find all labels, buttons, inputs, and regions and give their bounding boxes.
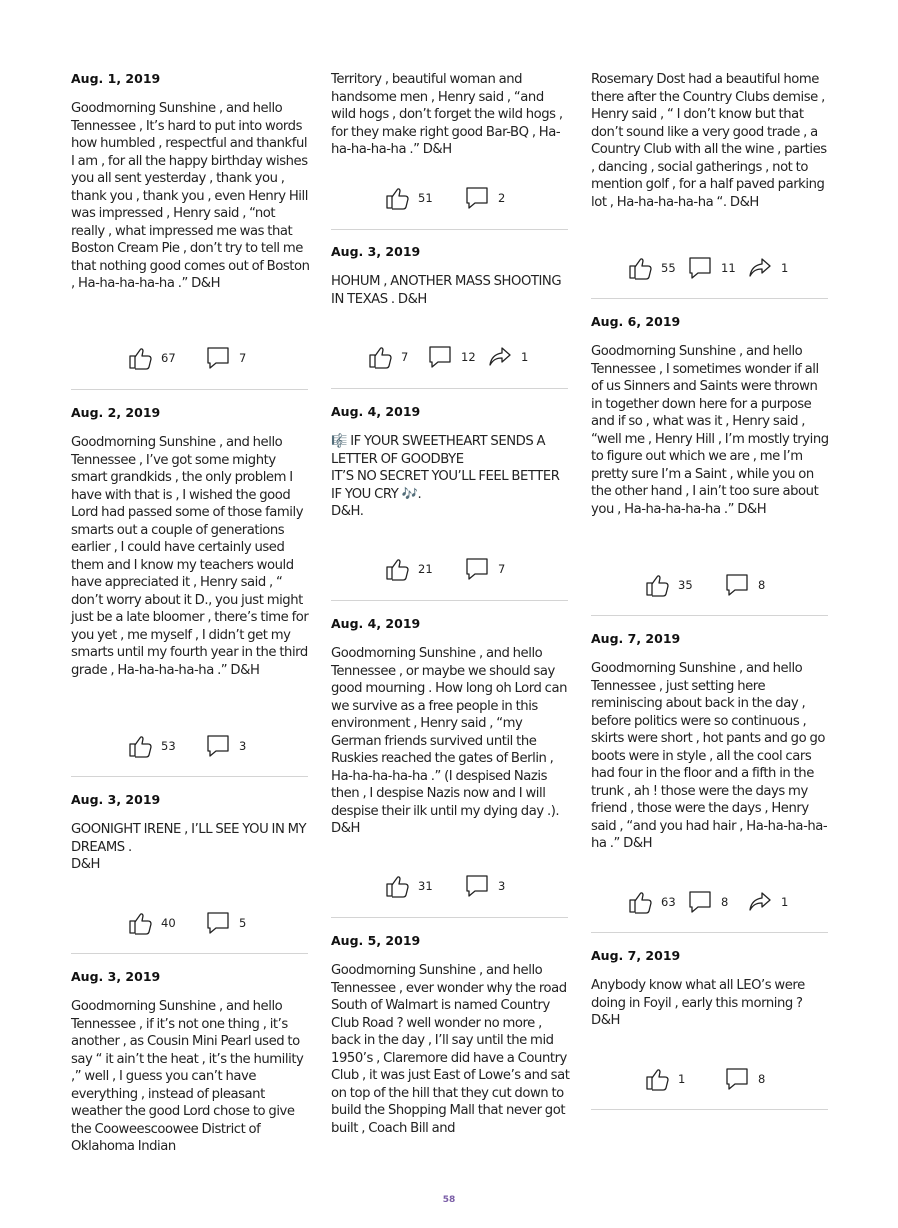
thumbs-up-icon <box>384 873 410 899</box>
like-count: 21 <box>418 562 433 576</box>
thumbs-up-icon <box>627 255 653 281</box>
share-button[interactable] <box>747 887 788 917</box>
thumbs-up-icon <box>127 910 153 936</box>
reaction-bar <box>331 871 568 901</box>
comment-icon <box>464 873 490 899</box>
like-count: 51 <box>418 191 433 205</box>
like-button[interactable] <box>384 183 433 213</box>
post-date: Aug. 4, 2019 <box>331 616 421 631</box>
post-date: Aug. 1, 2019 <box>71 71 161 86</box>
reaction-bar <box>591 1064 828 1094</box>
comment-button[interactable] <box>205 343 246 373</box>
divider <box>331 388 568 389</box>
post-date: Aug. 5, 2019 <box>331 933 421 948</box>
divider <box>591 932 828 933</box>
thumbs-up-icon <box>644 1066 670 1092</box>
post-text: Goodmorning Sunshine , and hello Tennessee , if it’s not one thing , it’s another , as Cousin Mini Pearl used to say “ it ain’t the heat , it’s the humility ,” well , I guess you can’t have everything , instead of pleasant weather the good Lord chose to give the Cooweescoowee District of Oklahoma Indian <box>71 999 304 1154</box>
comment-icon <box>687 889 713 915</box>
like-button[interactable] <box>644 570 693 600</box>
post-date: Aug. 4, 2019 <box>331 404 421 419</box>
like-button[interactable] <box>367 342 408 372</box>
post-date: Aug. 3, 2019 <box>331 244 421 259</box>
divider <box>331 600 568 601</box>
reaction-bar <box>591 570 828 600</box>
comment-count: 7 <box>239 351 247 365</box>
like-count: 31 <box>418 879 433 893</box>
divider <box>591 615 828 616</box>
like-count: 40 <box>161 916 176 930</box>
share-icon <box>747 255 773 281</box>
divider <box>331 229 568 230</box>
comment-icon <box>427 344 453 370</box>
like-button[interactable] <box>127 343 176 373</box>
comment-count: 11 <box>721 261 736 275</box>
post-date: Aug. 7, 2019 <box>591 948 681 963</box>
post-text: Goodmorning Sunshine , and hello Tennessee , ever wonder why the road South of Walmart is named Country Club Road ? well wonder no more , back in the day , I’ll say until the mid 1950’s , Claremore did have a Country Club , it was just East of Lowe’s and sat on top of the hill that they cut down to build the Shopping Mall that never got built , Coach Bill and <box>331 963 570 1136</box>
like-button[interactable] <box>384 554 433 584</box>
divider <box>591 1109 828 1110</box>
like-count: 1 <box>678 1072 686 1086</box>
thumbs-up-icon <box>127 733 153 759</box>
comment-count: 12 <box>461 350 476 364</box>
divider <box>71 389 308 390</box>
comment-button[interactable] <box>205 908 246 938</box>
share-count: 1 <box>781 261 789 275</box>
thumbs-up-icon <box>644 572 670 598</box>
comment-icon <box>464 185 490 211</box>
like-button[interactable] <box>127 908 176 938</box>
comment-icon <box>205 910 231 936</box>
share-button[interactable] <box>747 253 788 283</box>
thumbs-up-icon <box>384 185 410 211</box>
comment-button[interactable] <box>687 253 736 283</box>
share-button[interactable] <box>487 342 528 372</box>
thumbs-up-icon <box>627 889 653 915</box>
post-text: Goodmorning Sunshine , and hello Tennessee , just setting here reminiscing about back in the day , before politics were so continuous , skirts were short , hot pants and go go boots were in style , all the cool cars had four in the floor and a fifth in the trunk , ah ! those were the days my friend , those were the days , Henry said , “and you had hair , Ha-ha-ha-ha-ha .” D&H <box>591 661 828 851</box>
post-text: Goodmorning Sunshine , and hello Tennessee , I sometimes wonder if all of us Sinners and Saints were thrown in together down here for a purpose and if so , what was it , Henry said , “well me , Henry Hill , I’m mostly trying to figure out which we are , me I’m pretty sure I’m a Saint , while you on the other hand , I ain’t too sure about you , Ha-ha-ha-ha-ha .” D&H <box>591 344 829 517</box>
comment-count: 3 <box>498 879 506 893</box>
post-text: Rosemary Dost had a beautiful home there after the Country Clubs demise , Henry said , “ I don’t know but that don’t sound like a very good trade , a Country Club with all the wine , parties , dancing , social gatherings , not to mention golf , for a half paved parking lot , Ha-ha-ha-ha-ha “. D&H <box>591 72 827 210</box>
post-text: GOONIGHT IRENE , I’LL SEE YOU IN MY DREAMS . D&H <box>71 822 307 872</box>
post-text: Goodmorning Sunshine , and hello Tennessee , I’ve got some mighty smart grandkids , the only problem I have with that is , I wished the good Lord had passed some of those family smarts out a couple of generations earlier , I could have certainly used them and I know my teachers would have appreciated it , Henry said , “ don’t worry about it D., you just might just be a late bloomer , there’s time for you yet , me myself , I didn’t get my smarts until my fourth year in the third grade , Ha-ha-ha-ha-ha .” D&H <box>71 435 309 678</box>
comment-icon <box>687 255 713 281</box>
like-count: 35 <box>678 578 693 592</box>
reaction-bar <box>331 554 568 584</box>
post-date: Aug. 2, 2019 <box>71 405 161 420</box>
reaction-bar <box>591 253 828 283</box>
reaction-bar <box>71 908 308 938</box>
comment-button[interactable] <box>464 871 505 901</box>
post-text: HOHUM , ANOTHER MASS SHOOTING IN TEXAS . D&H <box>331 274 562 307</box>
post-text: 🎼 IF YOUR SWEETHEART SENDS A LETTER OF GOODBYE IT’S NO SECRET YOU’LL FEEL BETTER IF YOU CRY 🎶. D&H. <box>331 434 560 519</box>
divider <box>71 776 308 777</box>
post-text: Anybody know what all LEO’s were doing in Foyil , early this morning ? D&H <box>591 978 805 1028</box>
share-count: 1 <box>521 350 529 364</box>
comment-count: 5 <box>239 916 247 930</box>
post-text: Goodmorning Sunshine , and hello Tennessee , It’s hard to put into words how humbled , respectful and thankful I am , for all the happy birthday wishes you all sent yesterday , thank you , thank you , thank you , even Henry Hill was impressed , Henry said , “not really , what impressed me was that Boston Cream Pie , don’t try to tell me that nothing good comes out of Boston , Ha-ha-ha-ha-ha .” D&H <box>71 101 310 291</box>
like-count: 67 <box>161 351 176 365</box>
like-button[interactable] <box>384 871 433 901</box>
share-icon <box>487 344 513 370</box>
comment-button[interactable] <box>724 570 765 600</box>
reaction-bar <box>591 887 828 917</box>
comment-button[interactable] <box>687 887 728 917</box>
comment-count: 8 <box>721 895 729 909</box>
like-button[interactable] <box>127 731 176 761</box>
reaction-bar <box>71 343 308 373</box>
comment-button[interactable] <box>205 731 246 761</box>
comment-button[interactable] <box>427 342 476 372</box>
comment-count: 7 <box>498 562 506 576</box>
comment-count: 2 <box>498 191 506 205</box>
thumbs-up-icon <box>127 345 153 371</box>
like-count: 63 <box>661 895 676 909</box>
reaction-bar <box>71 731 308 761</box>
comment-icon <box>205 733 231 759</box>
thumbs-up-icon <box>367 344 393 370</box>
divider <box>71 953 308 954</box>
post-date: Aug. 3, 2019 <box>71 792 161 807</box>
post-text: Territory , beautiful woman and handsome men , Henry said , “and wild hogs , don’t forget the wild hogs , for they make right good Bar-BQ , Ha-ha-ha-ha-ha .” D&H <box>331 72 563 157</box>
like-count: 7 <box>401 350 409 364</box>
like-count: 53 <box>161 739 176 753</box>
share-icon <box>747 889 773 915</box>
comment-count: 8 <box>758 1072 766 1086</box>
comment-icon <box>205 345 231 371</box>
comment-button[interactable] <box>464 183 505 213</box>
post-date: Aug. 7, 2019 <box>591 631 681 646</box>
comment-count: 3 <box>239 739 247 753</box>
reaction-bar <box>331 183 568 213</box>
post-text: Goodmorning Sunshine , and hello Tennessee , or maybe we should say good mourning . How long oh Lord can we survive as a free people in this environment , Henry said , “my German friends survived until the Ruskies reached the gates of Berlin , Ha-ha-ha-ha-ha .” (I despised Nazis then , I despise Nazis now and I will despise their ilk until my dying day .). D&H <box>331 646 568 836</box>
thumbs-up-icon <box>384 556 410 582</box>
share-count: 1 <box>781 895 789 909</box>
comment-button[interactable] <box>724 1064 765 1094</box>
comment-icon <box>724 572 750 598</box>
comment-button[interactable] <box>464 554 505 584</box>
like-button[interactable] <box>644 1064 685 1094</box>
like-count: 55 <box>661 261 676 275</box>
page-number: 58 <box>442 1195 456 1205</box>
like-button[interactable] <box>627 887 676 917</box>
comment-icon <box>464 556 490 582</box>
divider <box>591 298 828 299</box>
like-button[interactable] <box>627 253 676 283</box>
post-date: Aug. 6, 2019 <box>591 314 681 329</box>
comment-icon <box>724 1066 750 1092</box>
reaction-bar <box>331 342 568 372</box>
post-date: Aug. 3, 2019 <box>71 969 161 984</box>
divider <box>331 917 568 918</box>
comment-count: 8 <box>758 578 766 592</box>
